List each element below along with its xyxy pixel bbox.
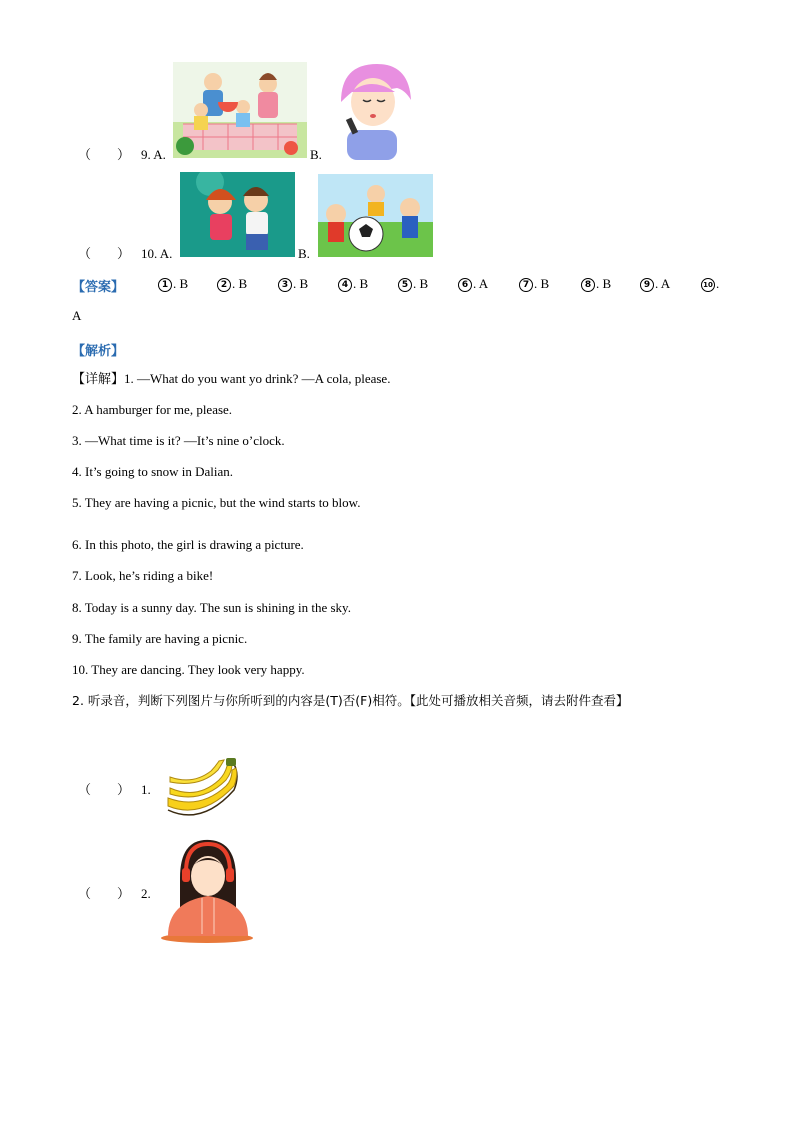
family-picnic-image <box>173 62 307 158</box>
answer-value: . A <box>473 276 489 291</box>
analysis-tag: 【解析】 <box>72 344 125 359</box>
analysis-line-6: 6. In this photo, the girl is drawing a picture. <box>72 537 304 552</box>
girl-singing-image <box>333 62 413 160</box>
analysis-line-1 <box>72 371 390 388</box>
answer-number: 10 <box>701 278 715 292</box>
answer-value: . B <box>534 276 550 291</box>
analysis-line-3: 3. —What time is it? —It’s nine o’clock. <box>72 433 285 448</box>
children-dancing-image <box>180 172 295 257</box>
answer-number: 1 <box>158 278 172 292</box>
answer-value: . B <box>293 276 309 291</box>
answer-item <box>640 276 670 292</box>
answer-tag: 【答案】 <box>72 280 125 295</box>
question-10-label: 10. A. <box>141 246 173 261</box>
answer-number: 9 <box>640 278 654 292</box>
analysis-line-4: 4. It’s going to snow in Dalian. <box>72 464 234 479</box>
answer-value: . B <box>413 276 429 291</box>
section-2-instruction: 2. 听录音，判断下列图片与你所听到的内容是(T)否(F)相符。【此处可播放相关音频，请去附件查看】 <box>72 693 629 708</box>
answer-value: . A <box>655 276 671 291</box>
answer-item <box>458 276 488 292</box>
answer-item <box>338 276 368 292</box>
analysis-line-2: 2. A hamburger for me, please. <box>72 402 233 417</box>
answer-blank: （ ） <box>78 782 131 797</box>
answer-number: 3 <box>278 278 292 292</box>
banana-image <box>164 758 242 820</box>
answer-blank: （ ） <box>78 246 131 261</box>
answer-item <box>398 276 428 292</box>
question-2-label: 2. <box>141 886 151 901</box>
answer-item <box>217 276 247 292</box>
analysis-line-9: 9. The family are having a picnic. <box>72 631 248 646</box>
answer-item <box>581 276 611 292</box>
option-b-label: B. <box>310 147 322 162</box>
analysis-line-8: 8. Today is a sunny day. The sun is shining in the sky. <box>72 600 351 615</box>
analysis-line-5: 5. They are having a picnic, but the wind starts to blow. <box>72 495 361 510</box>
answer-item <box>278 276 308 292</box>
answer-item <box>701 276 719 292</box>
children-soccer-image <box>318 174 433 257</box>
option-b-label: B. <box>298 246 310 261</box>
answer-value: . B <box>596 276 612 291</box>
analysis-line-7: 7. Look, he’s riding a bike! <box>72 568 214 583</box>
answer-value: . B <box>232 276 248 291</box>
answer-number: 2 <box>217 278 231 292</box>
analysis-line-10: 10. They are dancing. They look very happy. <box>72 662 305 677</box>
answer-wrap-text: A <box>72 308 82 323</box>
question-1-label: 1. <box>141 782 151 797</box>
answer-value: . B <box>173 276 189 291</box>
answer-value: . B <box>353 276 369 291</box>
detail-label: 【详解】 <box>72 372 125 387</box>
answer-number: 6 <box>458 278 472 292</box>
answer-blank: （ ） <box>78 147 131 162</box>
answer-number: 5 <box>398 278 412 292</box>
girl-headphones-image <box>160 838 254 944</box>
answer-item <box>158 276 188 292</box>
answer-number: 7 <box>519 278 533 292</box>
answer-number: 8 <box>581 278 595 292</box>
answer-item <box>519 276 549 292</box>
answer-number: 4 <box>338 278 352 292</box>
answer-value: . <box>716 276 720 291</box>
analysis-text: 1. —What do you want yo drink? —A cola, please. <box>124 371 391 386</box>
question-9-label: 9. A. <box>141 147 166 162</box>
answer-blank: （ ） <box>78 886 131 901</box>
